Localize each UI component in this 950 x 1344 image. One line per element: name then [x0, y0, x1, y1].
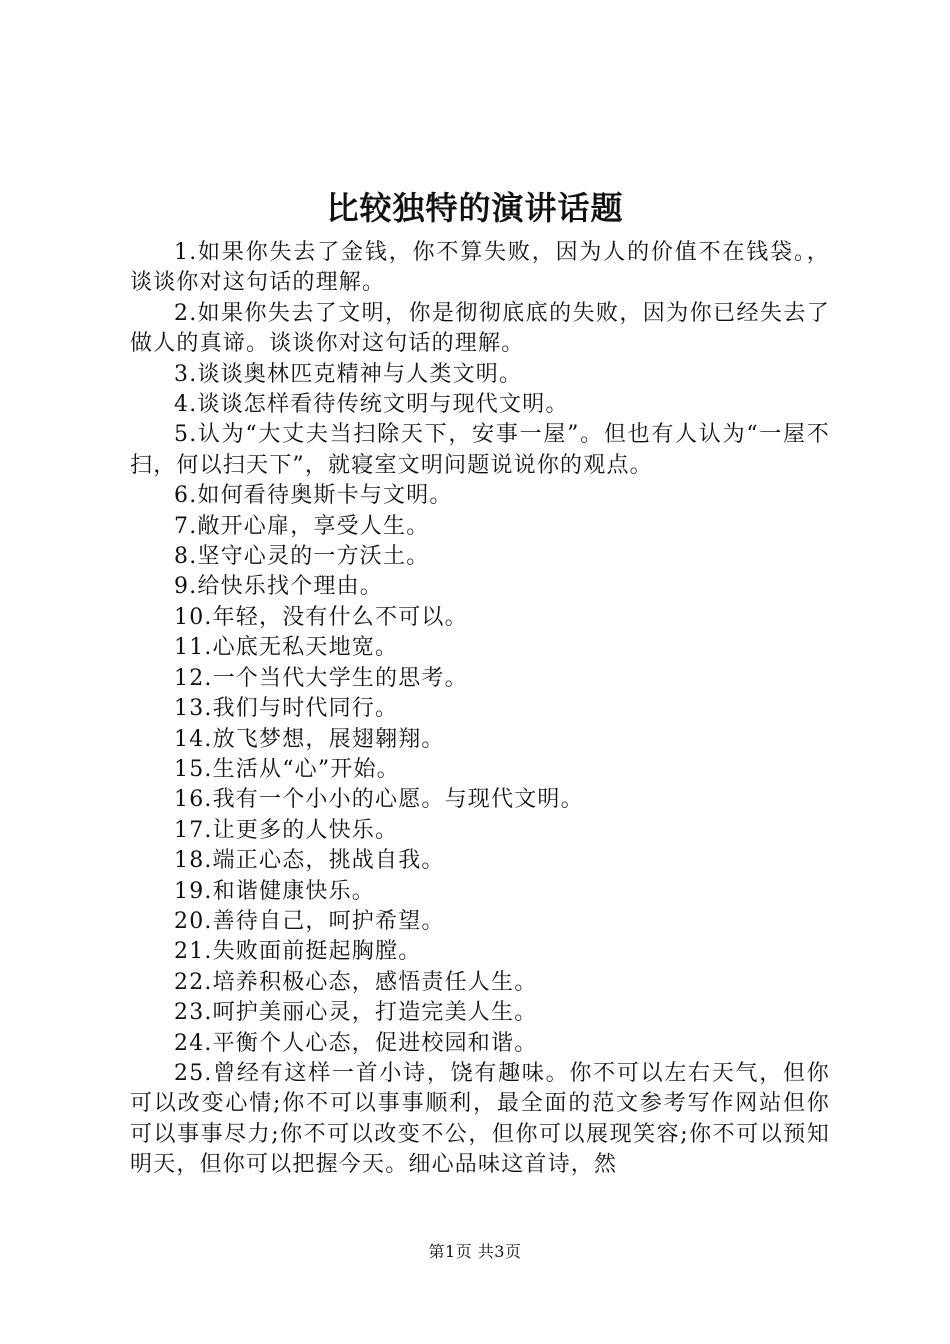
paragraph-23: 23.呵护美丽心灵，打造完美人生。 — [174, 1000, 538, 1026]
paragraph-11: 11.心底无私天地宽。 — [174, 635, 399, 661]
paragraph-3: 3.谈谈奥林匹克精神与人类文明。 — [174, 361, 523, 387]
paragraph-6: 6.如何看待奥斯卡与文明。 — [174, 483, 453, 509]
paragraph-10: 10.年轻，没有什么不可以。 — [174, 604, 468, 630]
paragraph-15: 15.生活从“心”开始。 — [174, 756, 400, 782]
paragraph-13: 13.我们与时代同行。 — [174, 696, 399, 722]
paragraph-19: 19.和谐健康快乐。 — [174, 878, 375, 904]
paragraph-22: 22.培养积极心态，感悟责任人生。 — [174, 969, 538, 995]
paragraph-1: 1.如果你失去了金钱，你不算失败，因为人的价值不在钱袋。，谈谈你对这句话的理解。 — [130, 240, 830, 296]
paragraph-12: 12.一个当代大学生的思考。 — [174, 665, 468, 691]
paragraph-2: 2.如果你失去了文明，你是彻彻底底的失败，因为你已经失去了做人的真谛。谈谈你对这句话的理解。 — [130, 300, 830, 357]
paragraph-18: 18.端正心态，挑战自我。 — [174, 848, 445, 874]
document-body — [130, 238, 830, 1181]
paragraph-25: 25.曾经有这样一首小诗，饶有趣味。你不可以左右天气，但你可以改变心情;你不可以事事顺利，最全面的范文参考写作网站但你可以事事尽力;你不可以改变不公，但你可以展现笑容;你不可以预知明天，但你可以把握今天。细心品味这首诗，然 — [130, 1060, 830, 1178]
paragraph-17: 17.让更多的人快乐。 — [174, 817, 399, 843]
paragraph-5: 5.认为“大丈夫当扫除天下，安事一屋”。但也有人认为“一屋不扫，何以扫天下”，就寝室文明问题说说你的观点。 — [130, 422, 830, 478]
paragraph-14: 14.放飞梦想，展翅翱翔。 — [174, 726, 445, 752]
page-number-footer: 第1页 共3页 — [428, 1242, 522, 1261]
paragraph-24: 24.平衡个人心态，促进校园和谐。 — [174, 1030, 538, 1056]
paragraph-9: 9.给快乐找个理由。 — [174, 574, 383, 600]
paragraph-21: 21.失败面前挺起胸膛。 — [174, 939, 422, 965]
paragraph-7: 7.敞开心扉，享受人生。 — [174, 513, 430, 539]
paragraph-20: 20.善待自己，呵护希望。 — [174, 908, 445, 934]
paragraph-16: 16.我有一个小小的心愿。与现代文明。 — [174, 787, 584, 813]
paragraph-4: 4.谈谈怎样看待传统文明与现代文明。 — [174, 392, 569, 418]
paragraph-8: 8.坚守心灵的一方沃土。 — [174, 544, 430, 570]
document-title: 比较独特的演讲话题 — [326, 189, 624, 227]
